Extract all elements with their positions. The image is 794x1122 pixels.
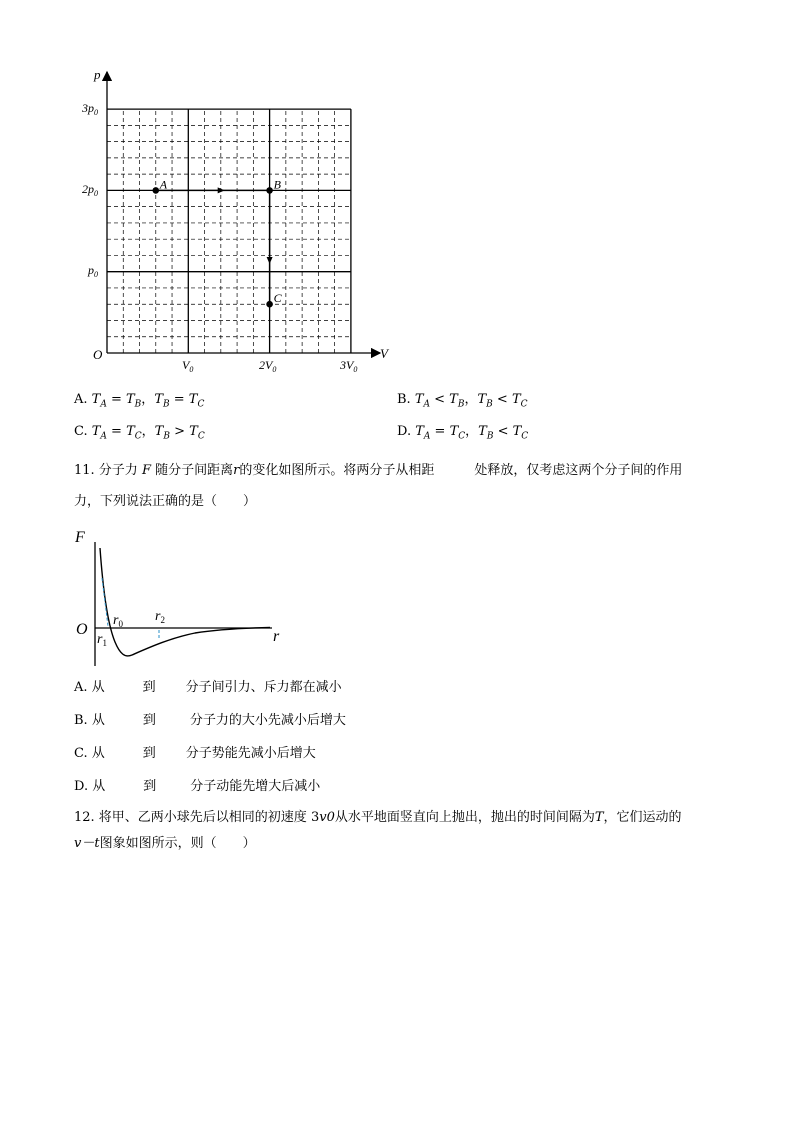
pv-grid (107, 109, 351, 353)
q12-stem-line1: 12. 将甲、乙两小球先后以相同的初速度 3v0从水平地面竖直向上抛出，抛出的时间间隔为T，它们运动的 (74, 810, 682, 825)
pv-origin-label: O (93, 347, 103, 362)
q11-stem-line2: 力，下列说法正确的是（ ） (74, 494, 257, 509)
r2-label: $r_2$ (155, 609, 165, 625)
pv-x-tick-v0: $V_0$ (182, 358, 194, 374)
pv-y-axis-label: p (94, 67, 101, 82)
state-point-a (152, 187, 159, 194)
pv-y-tick-3p0: $3p_0$ (82, 101, 98, 117)
q11-option-b[interactable]: B. 从 到 分子力的大小先减小后增大 (74, 713, 346, 728)
r0-label: $r_0$ (113, 613, 123, 629)
arrow-a-b-icon (218, 187, 225, 193)
state-point-c (266, 301, 273, 308)
q11-stem-line1: 11. 分子力 F 随分子间距离r的变化如图所示。将两分子从相距 处释放，仅考虑这两个分子间的作用 (74, 463, 683, 478)
pv-y-tick-2p0: $2p_0$ (82, 182, 98, 198)
r-axis-label: r (273, 628, 280, 645)
q10-option-c[interactable]: C. $T_A = T_C$，$T_B > T_C$ (74, 424, 205, 442)
pv-x-tick-2v0: $2V_0$ (259, 358, 277, 374)
pv-graph (70, 62, 400, 382)
q10-option-a[interactable]: A. $T_A = T_B$，$T_B = T_C$ (74, 392, 205, 410)
q12-stem-line2: v－t图象如图所示，则（ ） (74, 836, 256, 851)
pv-y-tick-p0: $p_0$ (88, 263, 98, 279)
q11-option-c[interactable]: C. 从 到 分子势能先减小后增大 (74, 746, 316, 761)
q11-option-a[interactable]: A. 从 到 分子间引力、斥力都在减小 (74, 680, 342, 695)
f-origin-label: O (76, 621, 88, 638)
pv-x-axis-label: V (380, 346, 388, 361)
q11-option-d[interactable]: D. 从 到 分子动能先增大后减小 (74, 779, 321, 794)
f-axis-label: F (75, 529, 85, 546)
state-label-b: B (273, 177, 281, 192)
state-label-c: C (273, 291, 282, 306)
arrow-b-c-icon (267, 257, 273, 264)
state-label-a: A (159, 177, 168, 192)
r1-label: $r_1$ (97, 632, 107, 648)
force-distance-graph (70, 520, 300, 670)
q10-option-b[interactable]: B. $T_A < T_B$，$T_B < T_C$ (397, 392, 528, 410)
q10-option-d[interactable]: D. $T_A = T_C$，$T_B < T_C$ (397, 424, 529, 442)
force-curve (100, 548, 270, 656)
pv-x-tick-3v0: $3V_0$ (340, 358, 358, 374)
state-point-b (266, 187, 273, 194)
